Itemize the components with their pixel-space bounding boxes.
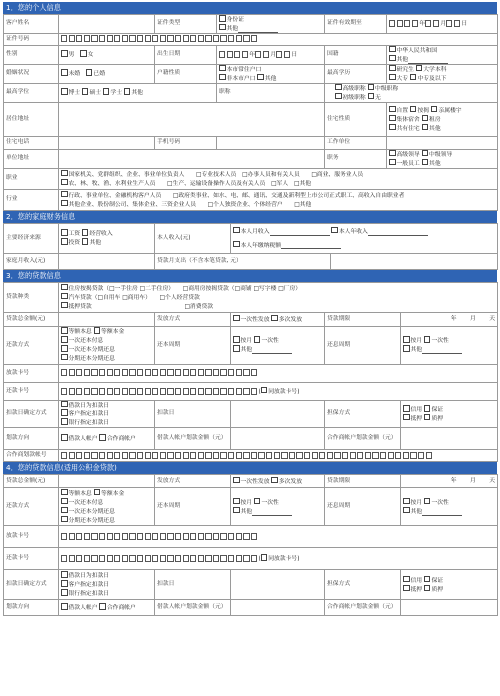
label-occupation: 职业 bbox=[4, 168, 59, 189]
partner-amount-field[interactable] bbox=[401, 428, 498, 450]
label-deduct-day: 扣款日 bbox=[155, 400, 231, 428]
label-fund-loan-amount: 贷款总金额(元) bbox=[4, 475, 59, 488]
label-guarantee: 担保方式 bbox=[325, 400, 401, 428]
label-id-valid: 证件有效期至 bbox=[325, 15, 387, 34]
monthly-expense-field[interactable] bbox=[331, 253, 498, 269]
personal-income-options: 本人月收入 本人年收入 本人年缴纳税额 bbox=[231, 223, 498, 253]
marital-options: 未婚 已婚 bbox=[59, 64, 155, 83]
address-field[interactable] bbox=[59, 102, 325, 136]
degree-options: 博士 硕士 学士 其他 bbox=[59, 83, 217, 102]
label-personal-income: 本人收入(元) bbox=[155, 223, 231, 253]
finance-table bbox=[3, 223, 498, 270]
mobile-field[interactable] bbox=[217, 136, 325, 149]
section-header-personal: 1．您的个人信息 bbox=[3, 2, 497, 14]
label-borrower-amount: 借款人帐户划款金额（元） bbox=[155, 428, 231, 450]
label-mobile: 手机号码 bbox=[155, 136, 217, 149]
label-id-number: 证件号码 bbox=[4, 33, 59, 45]
fund-repay-method-options: 等额本息 等额本金 一次还本付息 一次还本分期还息 分期还本分期还息 bbox=[59, 488, 155, 526]
label-loan-term: 贷款期限 bbox=[325, 312, 401, 326]
id-valid-date-grid[interactable]: 年 月 日 bbox=[387, 15, 498, 34]
hukou-options: 本市常住户口 非本市户口 其他 bbox=[217, 64, 325, 83]
checkbox[interactable] bbox=[219, 15, 226, 22]
id-number-grid[interactable] bbox=[59, 33, 498, 45]
title-options: 高级职称 中级职称 初级职称 无 bbox=[325, 83, 498, 102]
label-education: 最高学历 bbox=[325, 64, 387, 83]
label-partner-amount: 合作商帐户划款金额（元） bbox=[325, 428, 401, 450]
label-fund-deduct-method: 扣款日确定方式 bbox=[4, 570, 59, 600]
label-job: 职务 bbox=[325, 149, 387, 168]
label-gender: 性别 bbox=[4, 45, 59, 64]
unit-address-field[interactable] bbox=[59, 149, 325, 168]
label-fund-principal-cycle: 还本周期 bbox=[155, 488, 231, 526]
fund-principal-cycle-options: 按月 一次性 其他 bbox=[231, 488, 325, 526]
loan-term-field[interactable]: 年 月 天 bbox=[401, 312, 498, 326]
principal-cycle-options: 按月 一次性 其他 bbox=[231, 326, 325, 364]
label-birth: 出生日期 bbox=[155, 45, 217, 64]
income-source-options: 工资 经营收入 投资 其他 bbox=[59, 223, 155, 253]
loan-table bbox=[3, 282, 498, 463]
fund-loan-term-field[interactable]: 年 月 天 bbox=[401, 475, 498, 488]
repay-method-options: 等额本息 等额本金 一次还本付息 一次还本分期还息 分期还本分期还息 bbox=[59, 326, 155, 364]
label-marital: 婚姻状况 bbox=[4, 64, 59, 83]
fund-repay-card-grid[interactable]: ( 同放款卡号) bbox=[59, 548, 498, 570]
fund-issue-options: 一次性发放 多次发放 bbox=[231, 475, 325, 488]
label-issue-method: 发放方式 bbox=[155, 312, 231, 326]
label-family-income: 家庭月收入(元) bbox=[4, 253, 59, 269]
disburse-card-grid[interactable] bbox=[59, 364, 498, 382]
personal-info-table bbox=[3, 14, 498, 211]
nation-options: 中华人民共和国 其他 bbox=[387, 45, 498, 64]
label-unit-address: 单位地址 bbox=[4, 149, 59, 168]
fund-deduct-day-field[interactable] bbox=[231, 570, 325, 600]
family-income-field[interactable] bbox=[59, 253, 155, 269]
borrower-amount-field[interactable] bbox=[231, 428, 325, 450]
label-fund-guarantee: 担保方式 bbox=[325, 570, 401, 600]
gender-options: 男 女 bbox=[59, 45, 155, 64]
loan-amount-field[interactable] bbox=[59, 312, 155, 326]
name-field[interactable] bbox=[59, 15, 155, 34]
label-fund-interest-cycle: 还息周期 bbox=[325, 488, 401, 526]
label-title: 职称 bbox=[217, 83, 325, 102]
label-partner-account: 合作商划款帐号 bbox=[4, 450, 59, 462]
label-monthly-expense: 贷款月支出（不含本笔贷款, 元） bbox=[155, 253, 331, 269]
deduct-day-field[interactable] bbox=[231, 400, 325, 428]
repay-card-grid[interactable]: ( 同放款卡号) bbox=[59, 382, 498, 400]
housing-options: 自置 按揭 亲属楼宇 集体宿舍 租房 共有住宅 其他 bbox=[387, 102, 498, 136]
label-address: 居住地址 bbox=[4, 102, 59, 136]
section-header-fund-loan: 4．您的贷款信息(适用公积金贷款) bbox=[3, 462, 497, 474]
label-fund-borrower-amount: 借款人帐户划款金额（元） bbox=[155, 600, 231, 616]
checkbox[interactable] bbox=[219, 24, 226, 31]
fund-interest-cycle-options: 按月 一次性 其他 bbox=[401, 488, 498, 526]
label-deduct-method: 扣款日确定方式 bbox=[4, 400, 59, 428]
fund-loan-amount-field[interactable] bbox=[59, 475, 155, 488]
guarantee-options: 信用 保证 抵押 质押 bbox=[401, 400, 498, 428]
label-degree: 最高学位 bbox=[4, 83, 59, 102]
label-interest-cycle: 还息周期 bbox=[325, 326, 401, 364]
partner-account-grid[interactable] bbox=[59, 450, 498, 462]
home-phone-field[interactable] bbox=[59, 136, 155, 149]
label-fund-loan-term: 贷款期限 bbox=[325, 475, 401, 488]
label-home-phone: 住宅电话 bbox=[4, 136, 59, 149]
fund-disburse-card-grid[interactable] bbox=[59, 526, 498, 548]
interest-cycle-options: 按月 一次性 其他 bbox=[401, 326, 498, 364]
fund-transfer-options: 借款人帐户 合作商帐户 bbox=[59, 600, 155, 616]
fund-loan-table bbox=[3, 474, 498, 616]
label-id-type: 证件类型 bbox=[155, 15, 217, 34]
section-header-loan: 3．您的贷款信息 bbox=[3, 270, 497, 282]
label-industry: 行业 bbox=[4, 189, 59, 210]
label-fund-deduct-day: 扣款日 bbox=[155, 570, 231, 600]
loan-application-form bbox=[3, 2, 497, 616]
label-loan-type: 贷款种类 bbox=[4, 282, 59, 312]
section-header-finance: 2．您的家庭财务信息 bbox=[3, 211, 497, 223]
issue-options: 一次性发放 多次发放 bbox=[231, 312, 325, 326]
label-housing: 住宅性质 bbox=[325, 102, 387, 136]
loan-type-options: 住房按揭贷款（□一手住房 □二手住房） □商用房按揭贷款（□商铺 □写字楼 □厂房） 汽车贷款（□自用车 □商用车） □个人经营贷款 抵押贷款 □消费贷款 bbox=[59, 282, 498, 312]
label-fund-repay-method: 还款方式 bbox=[4, 488, 59, 526]
occupation-options: 国家机关、党群组织、企业、事业单位负责人 □专业技术人员 □办事人员和有关人员 □商业、服务业人员 农、林、牧、渔、水利业生产人员 □生产、运输设备操作人员及有关人员 □军人 □其他 bbox=[59, 168, 498, 189]
birth-date-grid[interactable]: 年 月 日 bbox=[217, 45, 325, 64]
label-income-source: 主要经济来源 bbox=[4, 223, 59, 253]
label-name: 客户姓名 bbox=[4, 15, 59, 34]
label-nation: 国籍 bbox=[325, 45, 387, 64]
label-fund-repay-card: 还款卡号 bbox=[4, 548, 59, 570]
fund-deduct-method-options: 借款日为扣款日 客户指定扣款日 银行指定扣款日 bbox=[59, 570, 155, 600]
transfer-options: 借款人帐户 合作商帐户 bbox=[59, 428, 155, 450]
job-options: 高级领导 中级领导 一般员工 其他 bbox=[387, 149, 498, 168]
id-type-options: 身份证 其他 bbox=[217, 15, 325, 34]
label-disburse-card: 放款卡号 bbox=[4, 364, 59, 382]
fund-guarantee-options: 信用 保证 抵押 质押 bbox=[401, 570, 498, 600]
label-fund-disburse-card: 放款卡号 bbox=[4, 526, 59, 548]
label-work-unit: 工作单位 bbox=[325, 136, 387, 149]
label-loan-amount: 贷款总金额(元) bbox=[4, 312, 59, 326]
label-transfer-direction: 划款方向 bbox=[4, 428, 59, 450]
fund-partner-amount-field[interactable] bbox=[401, 600, 498, 616]
label-principal-cycle: 还本周期 bbox=[155, 326, 231, 364]
label-hukou: 户籍性质 bbox=[155, 64, 217, 83]
label-fund-partner-amount: 合作商帐户划款金额（元） bbox=[325, 600, 401, 616]
education-options: 研究生 大学本科 大专 中专及以下 bbox=[387, 64, 498, 83]
label-repay-card: 还款卡号 bbox=[4, 382, 59, 400]
label-fund-issue-method: 发放方式 bbox=[155, 475, 231, 488]
work-unit-field[interactable] bbox=[387, 136, 498, 149]
label-fund-transfer-direction: 划款方向 bbox=[4, 600, 59, 616]
label-repay-method: 还款方式 bbox=[4, 326, 59, 364]
fund-borrower-amount-field[interactable] bbox=[231, 600, 325, 616]
deduct-method-options: 借款日为扣款日 客户指定扣款日 银行指定扣款日 bbox=[59, 400, 155, 428]
industry-options: 行政、事业单位、金融机构客户人员 □政府类事业、如水、电、邮、通讯、交通及新利型上市公司正式职工、高收入自由职业者 其他企业、股份制公司、集体企业、三资企业人员 □个人独资企业、个体经营户 □其他 bbox=[59, 189, 498, 210]
